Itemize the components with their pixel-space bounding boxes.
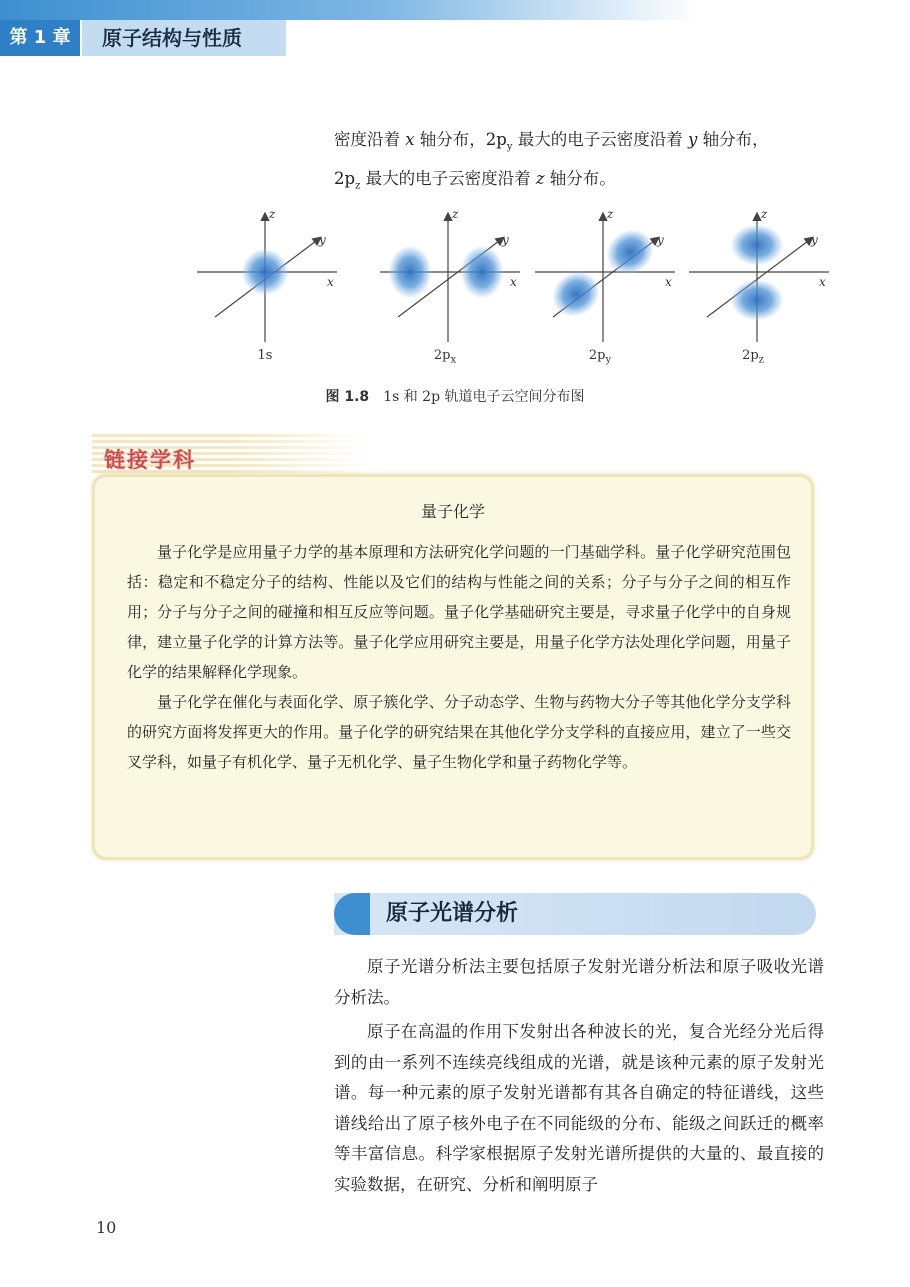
label-sub: z [758,354,764,366]
subscript: y [506,141,513,153]
box-paragraph: 量子化学在催化与表面化学、原子簇化学、分子动态学、生物与药物大分子等其他化学分支学科的研究方面将发挥更大的作用。量子化学的研究结果在其他化学分支学科的直接应用，建立了一些交叉学科，如量子有机化学、量子无机化学、量子生物化学和量子药物化学等。 [127,693,791,771]
orbital-diagrams-svg [190,200,826,350]
caption-number: 图 1.8 [325,389,370,405]
orbital-figure [190,200,826,380]
orbital-lobe-1s [241,248,289,296]
x-axis-label: x [327,275,334,289]
box-paragraph: 量子化学是应用量子力学的基本原理和方法研究化学问题的一门基础学科。量子化学研究范围包括：稳定和不稳定分子的结构、性能以及它们的结构与性能之间的关系；分子与分子之间的相互作用；分子与分子之间的碰撞和相互反应等问题。量子化学基础研究主要是，寻求量子化学中的自身规律，建立量子化学的计算方法等。量子化学应用研究主要是，用量子化学方法处理化学问题，用量子化学的结果解释化学现象。 [127,543,791,681]
intro-text [334,124,824,203]
chapter-number: 第 1 章 [0,20,80,56]
intro-line-2 [334,163,824,202]
x-axis-label: x [665,275,672,289]
figure-caption [0,386,910,406]
label-main: 1s [257,348,273,363]
text-run: 轴分布， [697,130,769,149]
z-axis-label: z [452,207,459,221]
text-run: 轴分布，2p [414,130,507,149]
intro-line-1 [334,124,824,163]
label-sub: y [605,354,612,366]
box-title: 量子化学 [420,502,485,521]
section-heading: 原子光谱分析 [386,901,519,926]
orbital-lobe-2pz [730,224,784,266]
caption-text: 1s 和 2p 轨道电子云空间分布图 [383,389,585,405]
chapter-title: 原子结构与性质 [82,20,286,56]
text-run: 最大的电子云密度沿着 [360,169,536,189]
label-1s [235,348,295,366]
header-gradient-bar [0,0,700,20]
section-paragraph: 原子在高温的作用下发射出各种波长的光，复合光经分光后得到的由一系列不连续亮线组成的光谱，就是该种元素的原子发射光谱。每一种元素的原子发射光谱都有其各自确定的特征谱线，这些谱线给出了原子核外电子在不同能级的分布、能级之间跃迁的概率等丰富信息。科学家根据原子发射光谱所提供的大量的、最直接的实验数据，在研究、分析和阐明原子 [334,1022,824,1194]
section-paragraph: 原子光谱分析法主要包括原子发射光谱分析法和原子吸收光谱分析法。 [334,957,824,1007]
orbital-lobe-2py [597,220,663,285]
y-axis-label: y [811,233,818,247]
link-subject-heading: 链接学科 [104,448,196,472]
italic-var: y [688,130,698,149]
x-axis-label: x [819,275,826,289]
text-run: 2p [334,169,356,189]
z-axis-label: z [269,207,276,221]
x-axis-label: x [510,275,517,289]
section-heading-tab [334,893,370,935]
chapter-header [0,0,910,62]
label-main: 2p [742,348,759,363]
orbital-lobe-2pz [730,279,784,321]
orbital-lobe-2px [388,245,432,299]
y-axis-label: y [502,233,509,247]
subscript: z [355,180,361,192]
label-sub: x [450,354,457,366]
label-main: 2p [588,348,606,363]
z-axis-label: z [761,207,768,221]
z-axis-label: z [607,207,614,221]
label-2py [570,348,630,366]
box-body [127,537,791,777]
y-axis-label: y [319,233,326,247]
section-body [334,952,824,1204]
italic-var: z [535,169,545,189]
orbital-lobe-2px [460,245,504,299]
italic-var: x [405,130,415,149]
section-heading-bar [334,893,816,935]
label-2px [415,348,475,366]
text-run: 最大的电子云密度沿着 [512,130,689,149]
label-main: 2p [433,348,451,363]
text-run: 密度沿着 [334,130,406,149]
y-axis-label: y [657,233,664,247]
link-subject-box [92,474,814,860]
label-2pz [723,348,783,366]
page-number: 10 [96,1218,117,1237]
text-run: 轴分布。 [544,169,616,189]
